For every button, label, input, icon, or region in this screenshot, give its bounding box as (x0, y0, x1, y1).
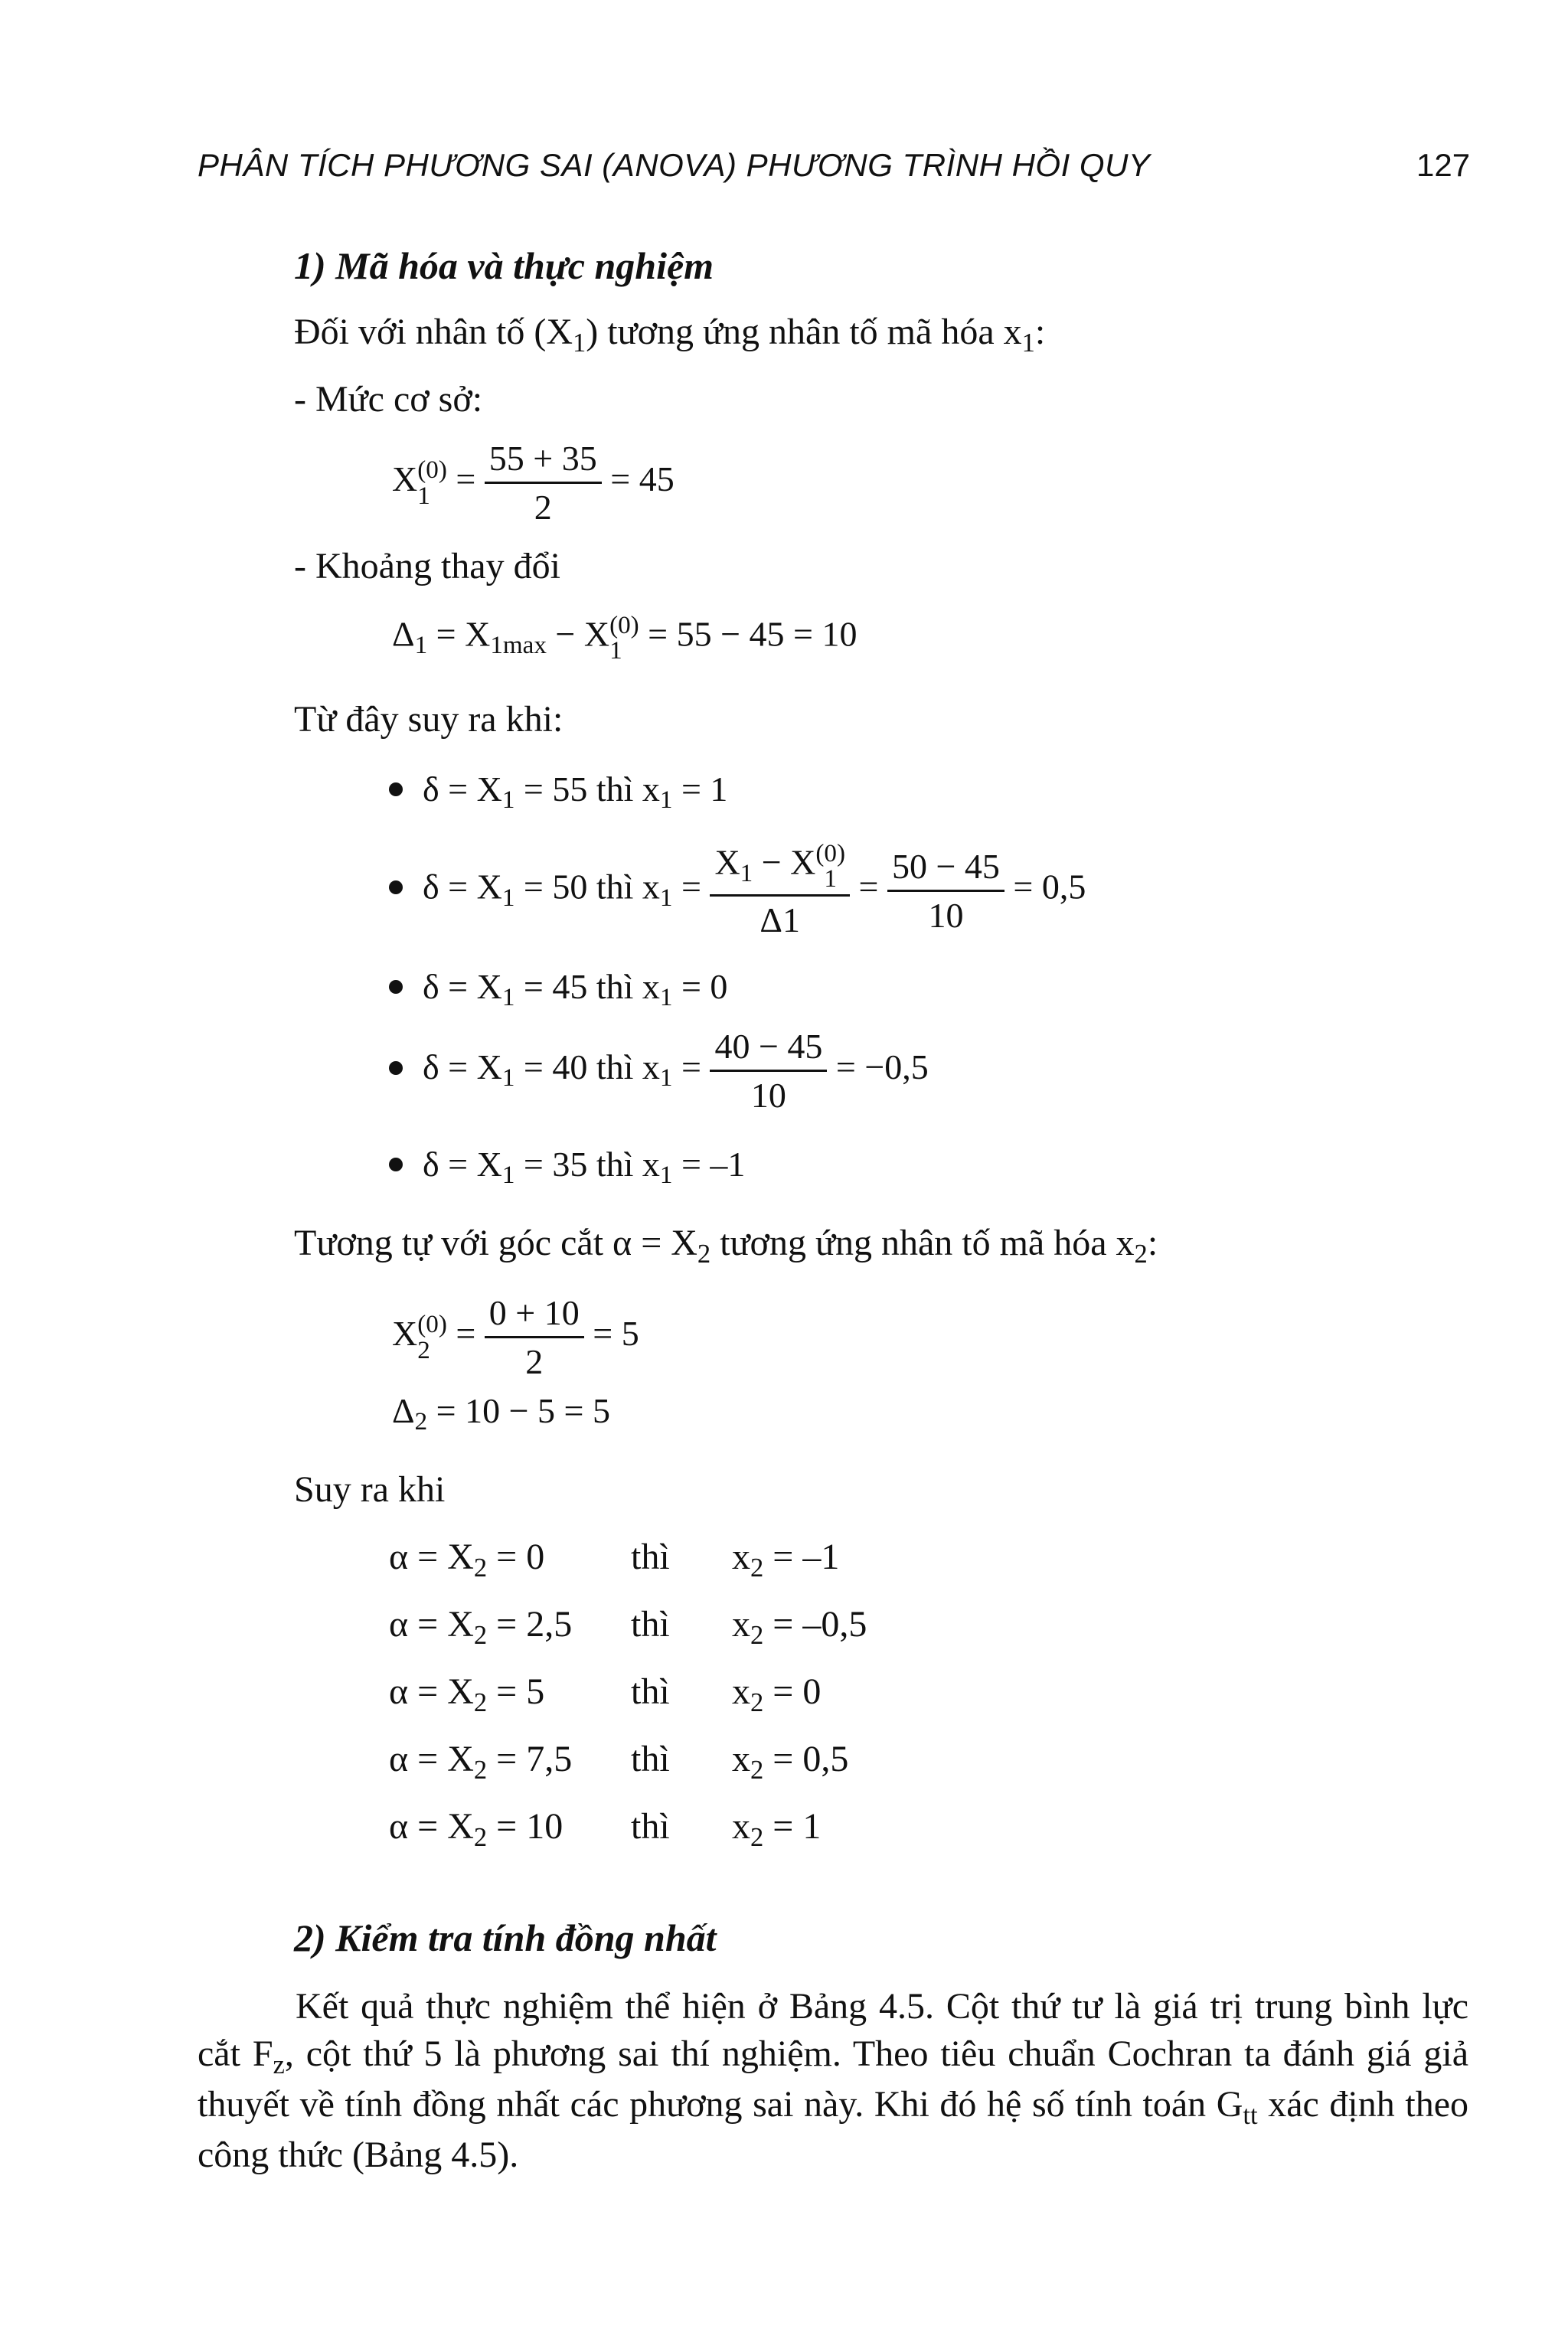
section-heading-1: 1) Mã hóa và thực nghiệm (294, 244, 714, 287)
deduce-label: Suy ra khi (294, 1469, 446, 1510)
equation-x2-base: X (0) 2 = $\frac{0 + 10}{2}$ = 5 (392, 1293, 639, 1381)
page-number: 127 (1416, 147, 1471, 183)
equation-delta1: $\Delta_1 = X_{1max} - X$ (0) 1 = 55 − 45 = 10 (392, 611, 858, 665)
bullet-item: $\delta = X_1 = 45$ thì $x_1 = 0$ (389, 966, 727, 1007)
similar-line: Tương tự với góc cắt $\alpha = X_2$ tương ứng nhân tố mã hóa $x_2$: (294, 1223, 1158, 1269)
bullet-item: $\delta = X_1 = 50$ thì $x_1$ = $X_1 - X$ (0) 1 Δ1 = $\frac{50 - 45}{10}$ = 0,5 (389, 841, 1086, 940)
deduction-intro: Từ đây suy ra khi: (294, 699, 564, 740)
bullet-icon (389, 880, 403, 894)
bullet-icon (389, 980, 403, 994)
alpha-row: $\alpha = X_2 = 2,5$ thì $x_2 = -0,5$ (389, 1604, 867, 1650)
body-paragraph: Kết quả thực nghiệm thể hiện ở Bảng 4.5. Cột thứ tư là giá trị trung bình lực cắt $F_z$, cột thứ 5 là phương sai thí nghiệm. Theo tiêu chuẩn Cochran ta đánh giá giả thuyết về tính đồng nhất các phương sai này. Khi đó hệ số tính toán $G_{tt}$ xác định theo công thức (Bảng 4.5). (198, 1986, 1468, 2175)
bullet-item: $\delta = X_1 = 55$ thì $x_1 = 1$ (389, 769, 727, 809)
intro-line: Đối với nhân tố $(X_1)$ tương ứng nhân tố mã hóa $x_1$: (294, 312, 1046, 358)
alpha-row: $\alpha = X_2 = 0$ thì $x_2 = -1$ (389, 1537, 840, 1583)
bullet-icon (389, 1061, 403, 1075)
range-label: - Khoảng thay đổi (294, 546, 560, 586)
alpha-row: $\alpha = X_2 = 5$ thì $x_2 = 0$ (389, 1671, 822, 1717)
base-level-label: - Mức cơ sở: (294, 379, 483, 420)
alpha-row: $\alpha = X_2 = 7,5$ thì $x_2 = 0,5$ (389, 1739, 849, 1785)
equation-x1-base: X (0) 1 = $\frac{55 + 35}{2}$ = 45 (392, 439, 675, 527)
bullet-icon (389, 1158, 403, 1171)
running-header: PHÂN TÍCH PHƯƠNG SAI (ANOVA) PHƯƠNG TRÌNH HỒI QUY (198, 147, 1151, 183)
bullet-icon (389, 782, 403, 796)
equation-delta2: $\Delta_2 = 10 - 5 = 5$ (392, 1391, 610, 1436)
section-heading-2: 2) Kiểm tra tính đồng nhất (294, 1916, 717, 1959)
bullet-item: $\delta = X_1 = 40$ thì $x_1$ = $\frac{40 - 45}{10}$ = −0,5 (389, 1026, 929, 1116)
bullet-item: $\delta = X_1 = 35$ thì $x_1 = -1$ (389, 1144, 745, 1184)
alpha-row: $\alpha = X_2 = 10$ thì $x_2 = 1$ (389, 1806, 822, 1852)
